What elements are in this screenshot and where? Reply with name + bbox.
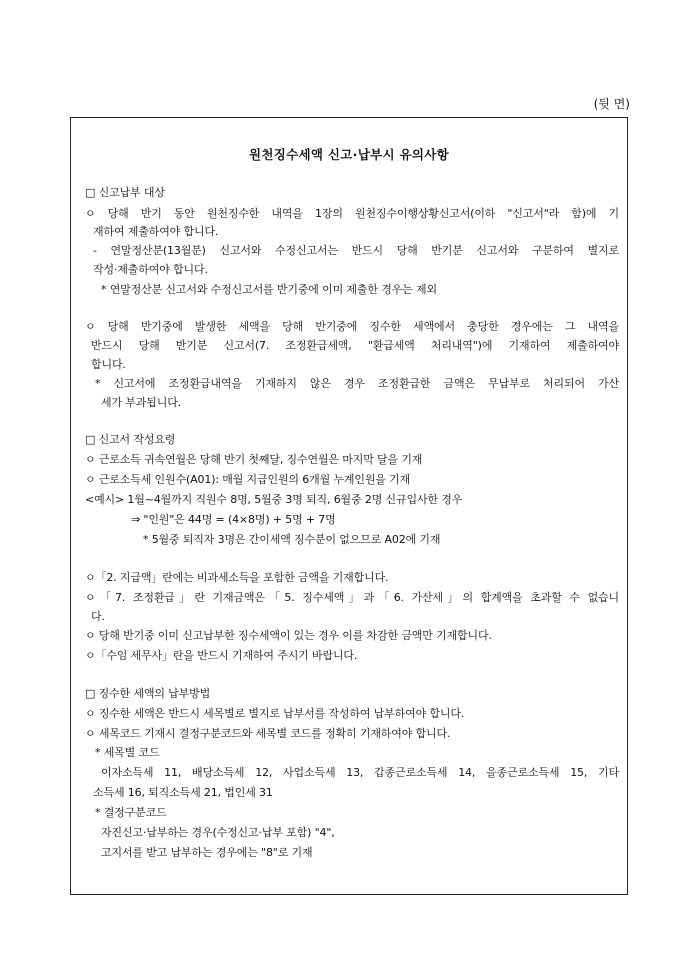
- adjusted-refund-item: ㅇ「7. 조정환급」란 기재금액은「5. 징수세액」과「6. 가산세」의 합계액을 초과할 수 없습니: [85, 591, 619, 604]
- tax-accountant-item: ㅇ「수임 세무사」란을 반드시 기재하여 주시기 바랍니다.: [85, 649, 358, 662]
- refund-offset-item-cont: 반드시 당해 반기분 신고서(7. 조정환급세액, "환급세액 처리내역")에 기재하여 제출하여야: [91, 339, 619, 352]
- tax-code-list: 이자소득세 11, 배당소득세 12, 사업소득세 13, 갑종근로소득세 14, 을종근로소득세 15, 기타: [101, 766, 619, 779]
- tax-code-item: ㅇ 세목코드 기재시 결정구분코드와 세목별 코드를 정확히 기재하여야 합니다.: [85, 727, 451, 740]
- page-side-label: (뒷 면): [593, 97, 630, 111]
- penalty-note: * 신고서에 조정환급내역을 기재하지 않은 경우 조정환급한 금액은 무납부로 처리되어 가산: [95, 377, 619, 390]
- example-note: * 5월중 퇴직자 3명은 간이세액 징수분이 없으므로 A02에 기재: [143, 533, 441, 546]
- attribution-month-item: ㅇ 근로소득 귀속연월은 당해 반기 첫째달, 징수연월은 마지막 달을 기재: [85, 453, 423, 466]
- section-heading-form-guide: □ 신고서 작성요령: [85, 433, 176, 446]
- adjusted-refund-item-cont: 다.: [91, 610, 105, 623]
- payment-slip-item: ㅇ 징수한 세액은 반드시 세목별로 별지로 납부서를 작성하여 납부하여야 합니다.: [85, 707, 465, 720]
- example-calculation: ⇒ "인원"은 44명 = (4×8명) + 5명 + 7명: [131, 513, 336, 526]
- decision-code-notice: 고지서를 받고 납부하는 경우에는 "8"로 기재: [101, 846, 313, 859]
- filing-target-item: ㅇ 당해 반기 동안 원천징수한 내역을 1장의 원천징수이행상황신고서(이하 "신고서"라 함)에 기: [85, 207, 619, 220]
- tax-code-list-cont: 소득세 16, 퇴직소득세 21, 법인세 31: [93, 786, 273, 799]
- refund-offset-item: ㅇ 당해 반기중에 발생한 세액을 당해 반기중에 징수한 세액에서 충당한 경우에는 그 내역을: [85, 320, 619, 333]
- decision-code-heading: * 결정구분코드: [95, 806, 167, 819]
- year-end-settlement-note-cont: 작성·제출하여야 합니다.: [93, 263, 208, 276]
- year-end-exception-note: * 연말정산분 신고서와 수정신고서를 반기중에 이미 제출한 경우는 제외: [101, 283, 437, 296]
- section-heading-filing-target: □ 신고납부 대상: [85, 186, 165, 199]
- section-heading-payment-method: □ 징수한 세액의 납부방법: [85, 687, 211, 700]
- notice-box: [70, 117, 628, 895]
- page-title: 원천징수세액 신고·납부시 유의사항: [249, 147, 449, 162]
- refund-offset-item-end: 합니다.: [91, 358, 126, 371]
- filing-target-item-cont: 재하여 제출하여야 합니다.: [93, 225, 219, 238]
- decision-code-self: 자진신고·납부하는 경우(수정신고·납부 포함) "4",: [101, 826, 335, 839]
- headcount-item: ㅇ 근로소득세 인원수(A01): 매월 지급인원의 6개월 누계인원을 기재: [85, 473, 411, 486]
- tax-code-heading: * 세목별 코드: [95, 746, 160, 759]
- penalty-note-cont: 세가 부과됩니다.: [101, 396, 182, 409]
- already-paid-item: ㅇ 당해 반기중 이미 신고납부한 징수세액이 있는 경우 이를 차감한 금액만 기재합니다.: [85, 629, 492, 642]
- payment-amount-item: ㅇ「2. 지급액」란에는 비과세소득을 포함한 금액을 기재합니다.: [85, 571, 389, 584]
- example-line: <예시> 1월~4월까지 직원수 8명, 5월중 3명 퇴직, 6월중 2명 신규입사한 경우: [85, 493, 463, 506]
- year-end-settlement-note: - 연말정산분(13월분) 신고서와 수정신고서는 반드시 당해 반기분 신고서와 구분하여 별지로: [93, 244, 619, 257]
